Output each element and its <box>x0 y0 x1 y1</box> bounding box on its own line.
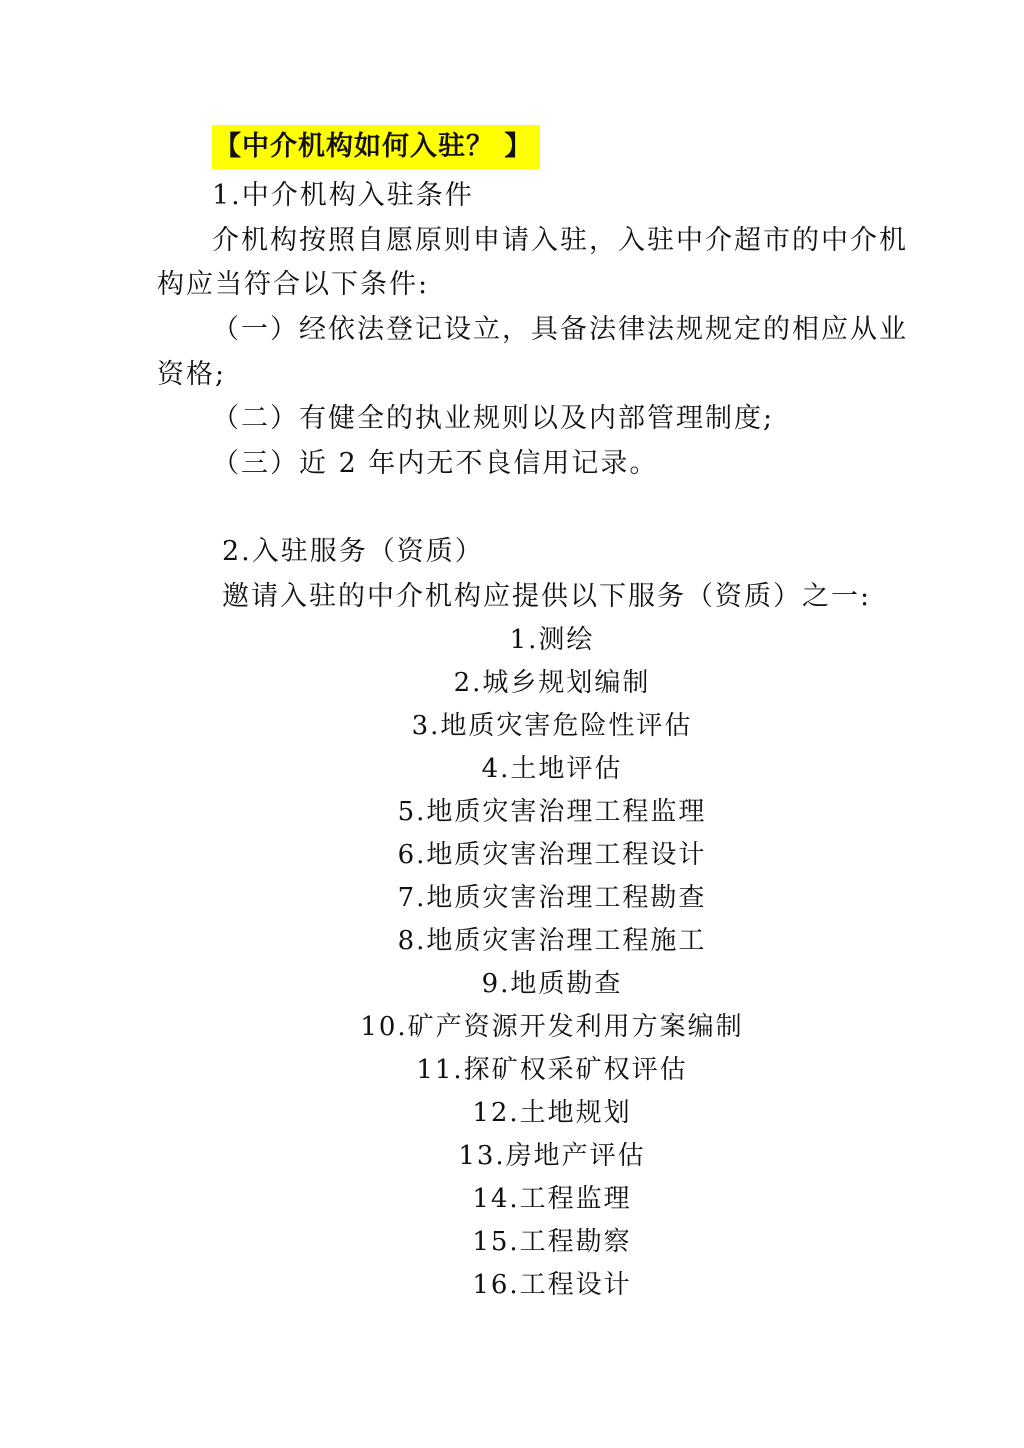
page-title: 【中介机构如何入驻？ 】 <box>212 125 540 169</box>
services-list <box>262 622 842 1310</box>
service-item: 10.矿产资源开发利用方案编制 <box>360 1012 744 1042</box>
service-item: 13.房地产评估 <box>458 1141 646 1171</box>
service-item: 9.地质勘查 <box>481 969 623 999</box>
service-item: 11.探矿权采矿权评估 <box>416 1055 688 1085</box>
service-item: 5.地质灾害治理工程监理 <box>397 797 707 827</box>
service-item: 14.工程监理 <box>472 1184 632 1214</box>
service-item: 7.地质灾害治理工程勘查 <box>397 883 707 913</box>
section1-intro-line2: 构应当符合以下条件: <box>157 269 430 300</box>
section2-intro: 邀请入驻的中介机构应提供以下服务（资质）之一: <box>222 581 872 612</box>
service-item: 15.工程勘察 <box>472 1227 632 1257</box>
condition-item-2: （二）有健全的执业规则以及内部管理制度; <box>212 403 775 434</box>
service-item: 16.工程设计 <box>472 1270 632 1300</box>
section1-heading: 1.中介机构入驻条件 <box>212 180 474 211</box>
service-item: 12.土地规划 <box>472 1098 632 1128</box>
condition-item-1-line1: （一）经依法登记设立，具备法律法规规定的相应从业 <box>212 314 908 345</box>
service-item: 6.地质灾害治理工程设计 <box>397 840 707 870</box>
service-item: 2.城乡规划编制 <box>453 668 651 698</box>
service-item: 1.测绘 <box>509 625 595 655</box>
condition-item-3: （三）近 2 年内无不良信用记录。 <box>212 448 659 479</box>
condition-item-1-line2: 资格; <box>157 359 227 390</box>
service-item: 8.地质灾害治理工程施工 <box>397 926 707 956</box>
service-item: 3.地质灾害危险性评估 <box>411 711 693 741</box>
section1-intro-line1: 介机构按照自愿原则申请入驻，入驻中介超市的中介机 <box>212 225 908 256</box>
section2-heading: 2.入驻服务（资质） <box>222 536 484 567</box>
service-item: 4.土地评估 <box>481 754 623 784</box>
